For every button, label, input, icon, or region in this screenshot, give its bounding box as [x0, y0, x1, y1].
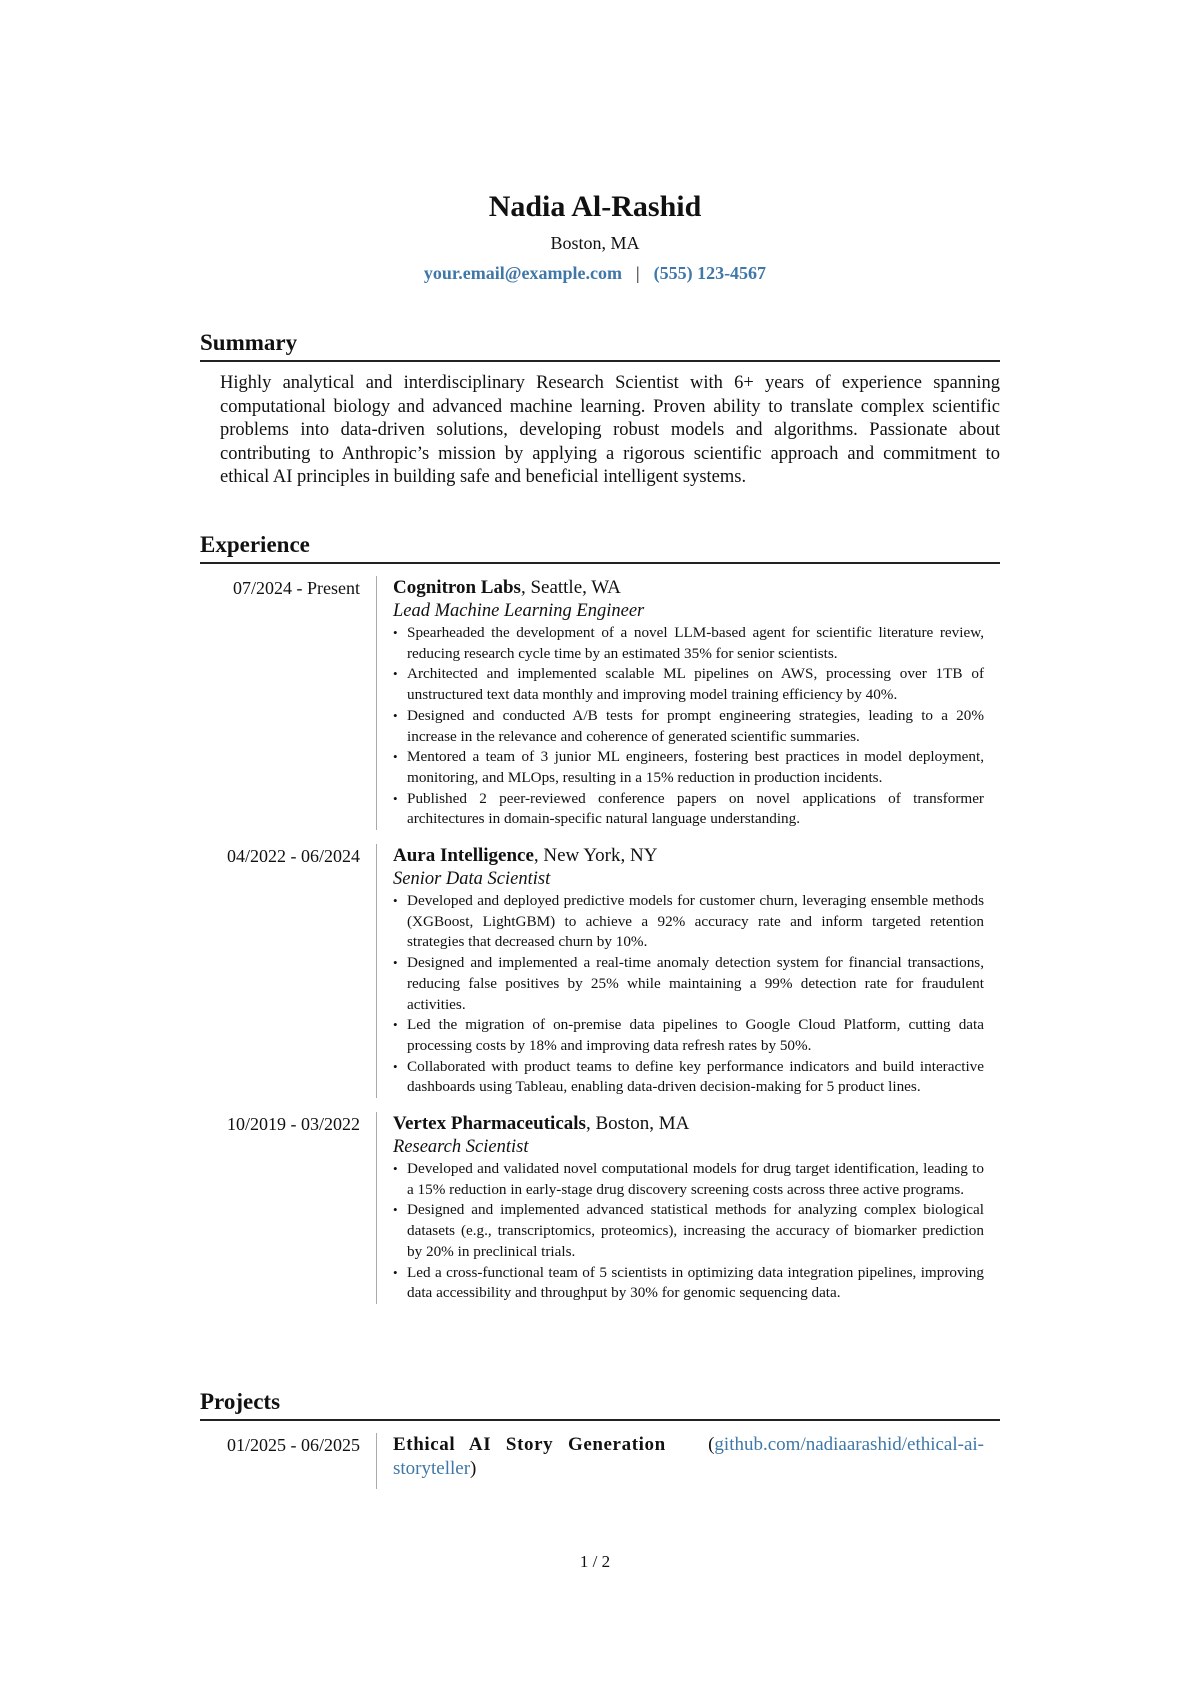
org-location: , Seattle, WA	[520, 577, 621, 598]
entry-body	[376, 1112, 984, 1304]
experience-section	[200, 530, 1000, 1304]
experience-heading: Experience	[200, 530, 1000, 564]
job-role: Lead Machine Learning Engineer	[393, 601, 645, 621]
entry-date: 04/2022 - 06/2024	[227, 846, 360, 867]
project-entry	[200, 1433, 1000, 1489]
org-name: Vertex Pharmaceuticals	[393, 1113, 586, 1135]
org-line	[393, 844, 984, 868]
org-name: Aura Intelligence	[393, 845, 534, 867]
email-link[interactable]: your.email@example.com	[423, 263, 622, 283]
projects-heading: Projects	[200, 1387, 1000, 1421]
experience-entry	[200, 844, 1000, 1098]
bullet-item: • Developed and validated novel computational models for drug target identification, leading to a 15% reduction in early-stage drug discovery screening costs across three active programs.	[407, 1159, 984, 1200]
project-title-line	[393, 1433, 984, 1481]
bullet-item: • Published 2 peer-reviewed conference papers on novel applications of transformer architectures in domain-specific natural language understanding.	[407, 789, 984, 830]
summary-text: Highly analytical and interdisciplinary Research Scientist with 6+ years of experience spanning computational biology and advanced machine learning. Proven ability to translate complex scientific problems into data-driven solutions, developing robust models and algorithms. Passionate about contributing to Anthropic’s mission by applying a rigorous scientific approach and commitment to ethical AI principles in building safe and beneficial intelligent systems.	[220, 373, 1000, 487]
summary-heading: Summary	[200, 328, 1000, 362]
bullet-item: • Mentored a team of 3 junior ML engineers, fostering best practices in model deployment, monitoring, and MLOps, resulting in a 15% reduction in production incidents.	[407, 747, 984, 788]
bullet-item: • Designed and implemented a real-time anomaly detection system for financial transactions, reducing false positives by 25% while maintaining a 99% detection rate for fraudulent activities.	[407, 953, 984, 1015]
entry-date: 01/2025 - 06/2025	[227, 1435, 360, 1455]
paren-open: (	[708, 1434, 715, 1455]
entry-body	[376, 576, 984, 830]
org-name: Cognitron Labs	[393, 577, 521, 598]
contact-separator: |	[635, 263, 640, 283]
bullet-list	[393, 623, 984, 830]
entry-body	[376, 1433, 984, 1489]
entry-date: 10/2019 - 03/2022	[227, 1114, 360, 1135]
project-name: Ethical AI Story Generation	[393, 1434, 666, 1455]
org-location: , Boston, MA	[585, 1113, 690, 1135]
phone-link[interactable]: (555) 123-4567	[653, 263, 767, 283]
paren-close: )	[470, 1458, 477, 1479]
bullet-list	[393, 1159, 984, 1304]
bullet-item: • Designed and conducted A/B tests for prompt engineering strategies, leading to a 20% increase in the relevance and coherence of generated scientific summaries.	[407, 706, 984, 747]
bullet-item: • Collaborated with product teams to define key performance indicators and build interactive dashboards using Tableau, enabling data-driven decision-making for 5 product lines.	[407, 1057, 984, 1098]
bullet-item: • Developed and deployed predictive models for customer churn, leveraging ensemble methods (XGBoost, LightGBM) to achieve a 92% accuracy rate and inform targeted retention strategies that decreased churn by 10%.	[407, 891, 984, 953]
candidate-name: Nadia Al-Rashid	[488, 190, 702, 223]
entry-body	[376, 844, 984, 1098]
contact-line	[0, 260, 1190, 286]
bullet-item: • Led the migration of on-premise data pipelines to Google Cloud Platform, cutting data processing costs by 18% and improving data refresh rates by 50%.	[407, 1015, 984, 1056]
org-line	[393, 1112, 984, 1136]
bullet-item: • Spearheaded the development of a novel LLM-based agent for scientific literature review, reducing research cycle time by an estimated 35% for senior scientists.	[407, 623, 984, 664]
org-line	[393, 576, 984, 600]
job-role: Senior Data Scientist	[393, 869, 551, 890]
experience-entry	[200, 1112, 1000, 1304]
bullet-item: • Architected and implemented scalable ML pipelines on AWS, processing over 1TB of unstructured text data monthly and improving model training efficiency by 40%.	[407, 664, 984, 705]
experience-entry	[200, 576, 1000, 830]
resume-header	[0, 188, 1190, 286]
project-link[interactable]: github.com/nadiaarashid/ethical-ai-storyteller	[393, 1434, 985, 1479]
projects-section	[200, 1387, 1000, 1489]
summary-section	[200, 328, 1000, 490]
entry-date: 07/2024 - Present	[233, 578, 360, 598]
page-number: 1 / 2	[579, 1552, 611, 1571]
bullet-item: • Led a cross-functional team of 5 scientists in optimizing data integration pipelines, improving data accessibility and throughput by 30% for genomic sequencing data.	[407, 1263, 984, 1304]
job-role: Research Scientist	[393, 1137, 529, 1158]
candidate-location: Boston, MA	[550, 233, 640, 253]
bullet-item: • Designed and implemented advanced statistical methods for analyzing complex biological datasets (e.g., transcriptomics, proteomics), increasing the accuracy of biomarker prediction by 20% in preclinical trials.	[407, 1200, 984, 1262]
bullet-list	[393, 891, 984, 1098]
org-location: , New York, NY	[533, 845, 658, 867]
